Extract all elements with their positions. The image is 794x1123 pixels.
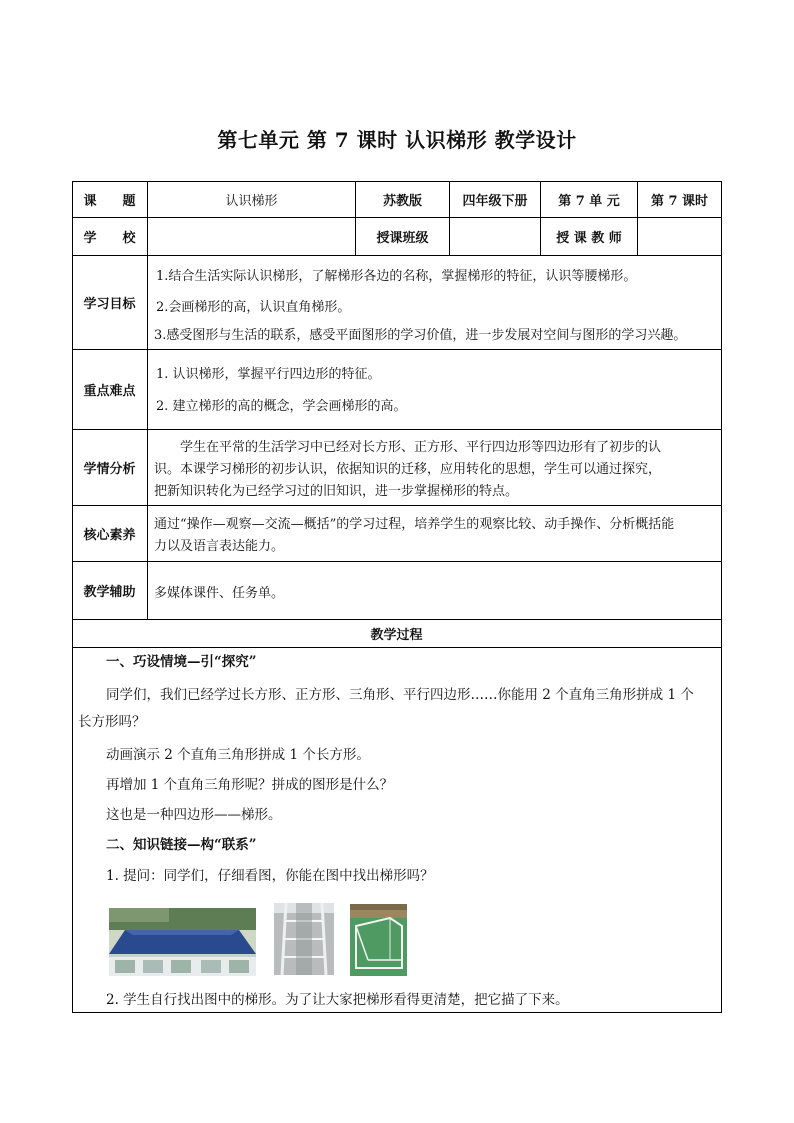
process-content [72, 648, 722, 1013]
process-paragraph: 1. 提问：同学们，仔细看图，你能在图中找出梯形吗？ [106, 868, 434, 884]
label-analysis: 学情分析 [72, 430, 148, 506]
section-heading: 一、巧设情境—引“探究” [106, 654, 257, 670]
value-grade: 四年级下册 [450, 181, 541, 218]
process-paragraph: 2. 学生自行找出图中的梯形。为了让大家把梯形看得更清楚，把它描了下来。 [106, 992, 569, 1008]
value-topic: 认识梯形 [148, 181, 356, 218]
aids-text: 多媒体课件、任务单。 [154, 586, 285, 601]
keypoints-content [148, 350, 722, 430]
process-paragraph: 同学们，我们已经学过长方形、正方形、三角形、平行四边形……你能用 2 个直角三角形拼成 1 个 [106, 687, 694, 703]
value-unit: 第 7 单 元 [541, 181, 638, 218]
aids-content [148, 562, 722, 620]
lesson-table [72, 181, 722, 1013]
goal-item: 2.会画梯形的高，认识直角梯形。 [156, 300, 351, 315]
label-topic: 课 题 [72, 181, 148, 218]
ladder-photo [274, 903, 334, 975]
literacy-line: 通过“操作—观察—交流—概括”的学习过程，培养学生的观察比较、动手操作、分析概括能 [154, 517, 675, 532]
analysis-line: 把新知识转化为已经学习过的旧知识，进一步掌握梯形的特点。 [154, 484, 519, 499]
analysis-line: 识。本课学习梯形的初步认识，依据知识的迁移，应用转化的思想，学生可以通过探究， [154, 462, 662, 477]
label-teacher: 授 课 教 师 [541, 218, 638, 256]
goal-frame-photo [350, 904, 407, 976]
page-title: 第七单元 第 7 课时 认识梯形 教学设计 [217, 128, 577, 152]
label-aids: 教学辅助 [72, 562, 148, 620]
keypoint-item: 1. 认识梯形，掌握平行四边形的特征。 [156, 367, 381, 382]
section-heading: 二、知识链接—构“联系” [106, 837, 257, 853]
analysis-line: 学生在平常的生活学习中已经对长方形、正方形、平行四边形等四边形有了初步的认 [154, 440, 662, 455]
process-paragraph: 这也是一种四边形——梯形。 [106, 807, 282, 823]
literacy-content [148, 506, 722, 562]
goals-content [148, 256, 722, 350]
value-class [450, 218, 541, 256]
label-school: 学 校 [72, 218, 148, 256]
literacy-line: 力以及语言表达能力。 [154, 539, 285, 554]
keypoint-item: 2. 建立梯形的高的概念，学会画梯形的高。 [156, 399, 407, 414]
process-paragraph: 长方形吗？ [78, 714, 146, 730]
label-goals: 学习目标 [72, 256, 148, 350]
goal-item: 3.感受图形与生活的联系，感受平面图形的学习价值，进一步发展对空间与图形的学习兴趣。 [154, 328, 687, 343]
goal-item: 1.结合生活实际认识梯形，了解梯形各边的名称，掌握梯形的特征，认识等腰梯形。 [156, 269, 637, 284]
pavilion-roof-photo [109, 908, 256, 976]
value-teacher [638, 218, 722, 256]
value-period: 第 7 课时 [638, 181, 722, 218]
value-publisher: 苏教版 [356, 181, 450, 218]
analysis-content [148, 430, 722, 506]
value-school [148, 218, 356, 256]
process-heading: 教学过程 [72, 620, 722, 648]
label-literacy: 核心素养 [72, 506, 148, 562]
label-class: 授课班级 [356, 218, 450, 256]
process-paragraph: 再增加 1 个直角三角形呢？拼成的图形是什么？ [106, 777, 394, 793]
label-keypoints: 重点难点 [72, 350, 148, 430]
process-paragraph: 动画演示 2 个直角三角形拼成 1 个长方形。 [106, 747, 370, 763]
